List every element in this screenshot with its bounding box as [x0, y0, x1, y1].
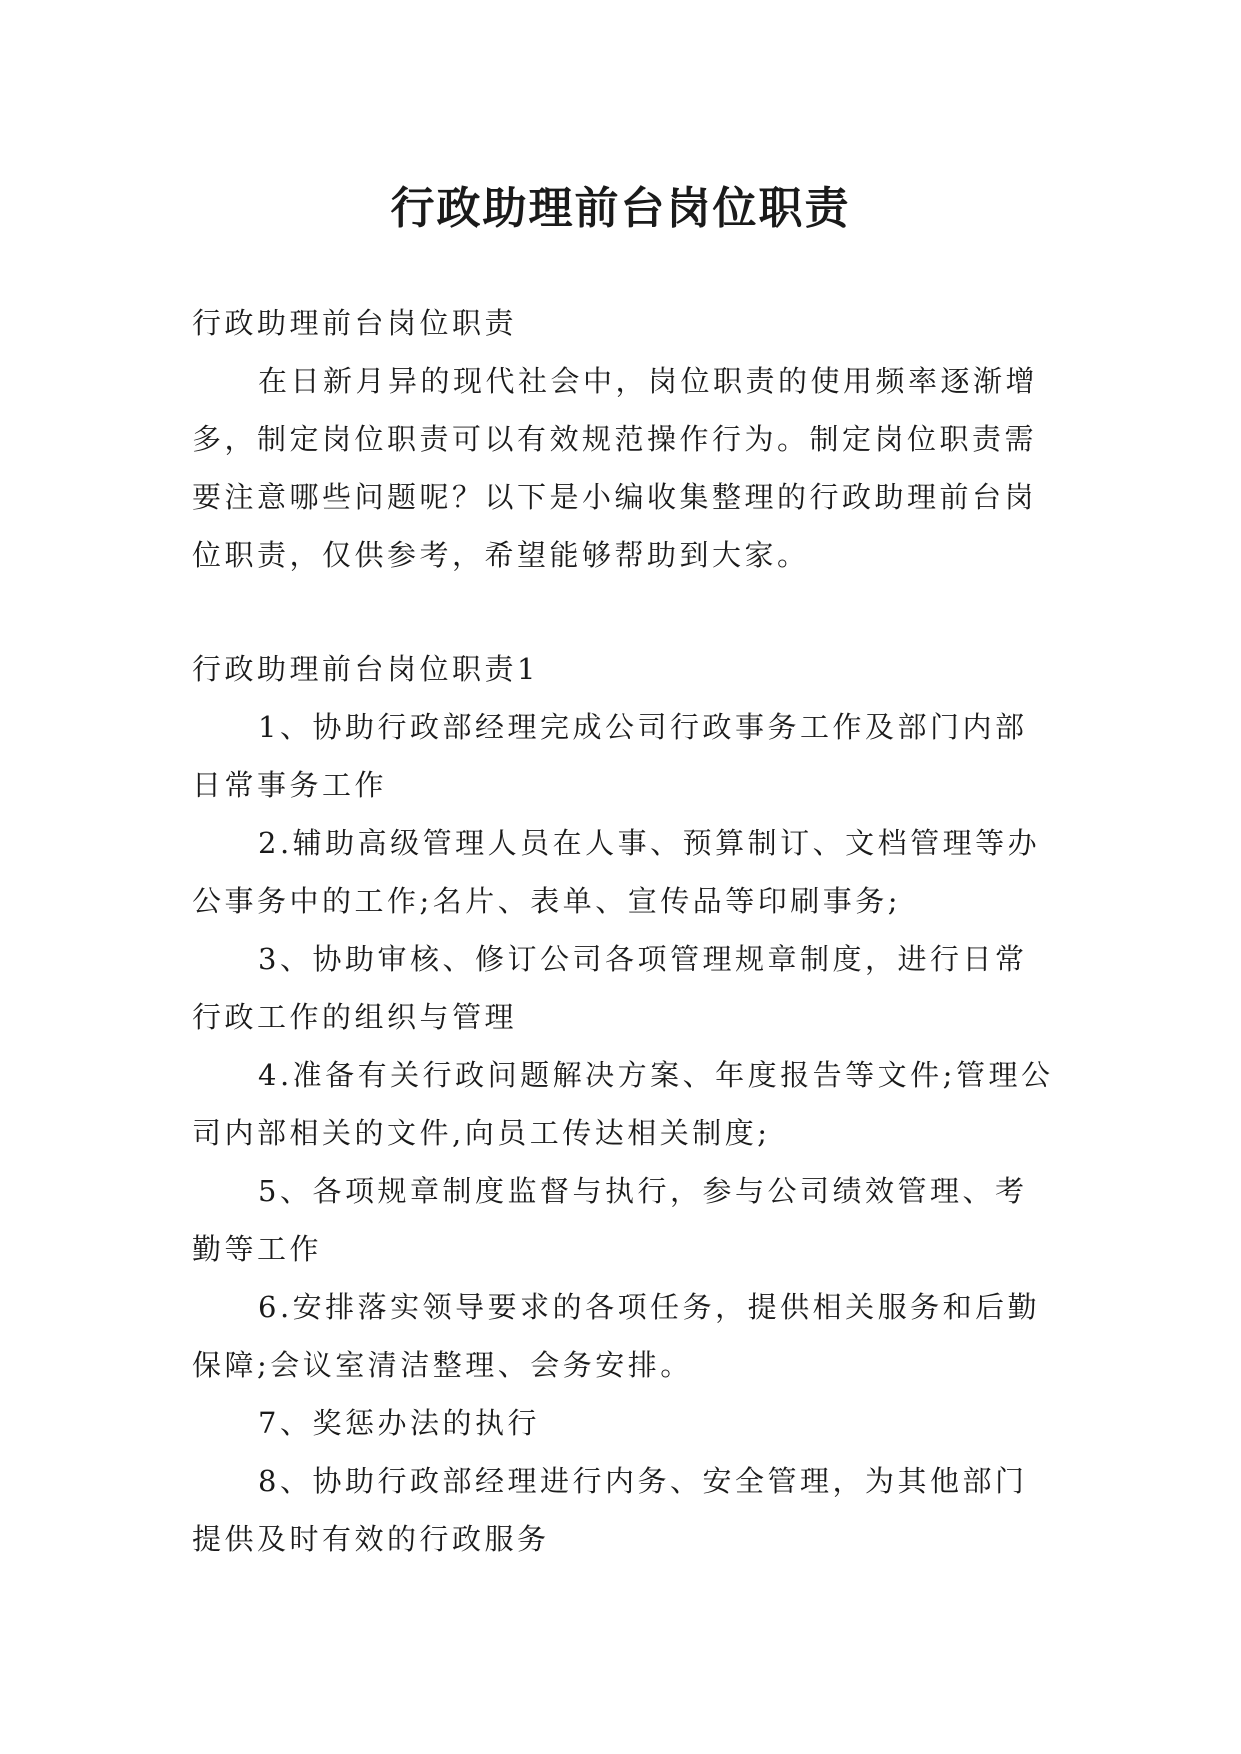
duty-item-3: 3、协助审核、修订公司各项管理规章制度，进行日常行政工作的组织与管理 — [192, 942, 1028, 1034]
intro-heading: 行政助理前台岗位职责 — [192, 306, 518, 340]
duty-item-6: 6.安排落实领导要求的各项任务，提供相关服务和后勤保障;会议室清洁整理、会务安排。 — [192, 1290, 1041, 1382]
duty-item-1: 1、协助行政部经理完成公司行政事务工作及部门内部日常事务工作 — [192, 710, 1028, 802]
duty-item-5: 5、各项规章制度监督与执行，参与公司绩效管理、考勤等工作 — [192, 1174, 1028, 1266]
duty-item-7: 7、奖惩办法的执行 — [258, 1406, 540, 1440]
section-block — [192, 640, 1054, 1568]
intro-block — [192, 294, 1054, 584]
document-title: 行政助理前台岗位职责 — [390, 183, 851, 235]
duty-item-8: 8、协助行政部经理进行内务、安全管理，为其他部门提供及时有效的行政服务 — [192, 1464, 1028, 1556]
section-heading: 行政助理前台岗位职责1 — [192, 652, 539, 686]
duty-item-4: 4.准备有关行政问题解决方案、年度报告等文件;管理公司内部相关的文件,向员工传达相关制度; — [192, 1058, 1054, 1150]
duty-item-2: 2.辅助高级管理人员在人事、预算制订、文档管理等办公事务中的工作;名片、表单、宣传品等印刷事务; — [192, 826, 1041, 918]
intro-paragraph: 在日新月异的现代社会中，岗位职责的使用频率逐渐增多，制定岗位职责可以有效规范操作行为。制定岗位职责需要注意哪些问题呢？以下是小编收集整理的行政助理前台岗位职责，仅供参考，希望能够帮助到大家。 — [192, 364, 1039, 572]
